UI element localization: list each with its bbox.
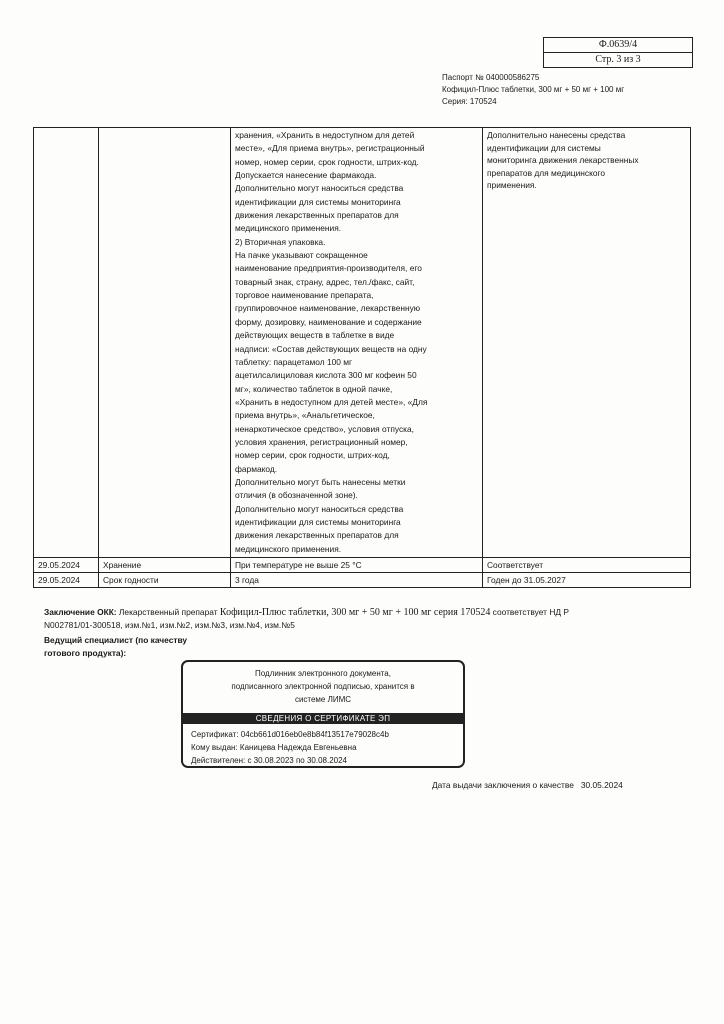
- issue-date-value: 30.05.2024: [580, 780, 623, 790]
- row-date: 29.05.2024: [34, 573, 99, 588]
- description-line: применения.: [487, 180, 537, 191]
- description-line: номер, номер серии, срок годности, штрих-код.: [235, 156, 419, 167]
- description-line: Допускается нанесение фармакода.: [235, 170, 377, 181]
- description-line: препаратов для медицинского: [487, 167, 606, 178]
- row-norm: При температуре не выше 25 °С: [231, 558, 483, 573]
- description-line: таблетку: парацетамол 100 мг: [235, 356, 353, 367]
- table-row: [34, 558, 691, 573]
- stamp-line2: подписанного электронной подписью, хранится в: [231, 682, 415, 691]
- indicator-cell-empty: [99, 128, 231, 558]
- result-description-cell: [483, 128, 691, 558]
- description-line: надписи: «Состав действующих веществ на одну: [235, 343, 427, 354]
- stamp-issued-to: Кому выдан: Каницева Надежда Евгеньевна: [191, 743, 357, 752]
- description-line: хранения, «Хранить в недоступном для детей: [235, 130, 415, 140]
- stamp-info: [183, 724, 463, 767]
- conclusion-text-b: соответствует НД Р: [492, 607, 569, 617]
- quality-table: [33, 127, 691, 588]
- description-line: движения лекарственных препаратов для: [235, 530, 399, 541]
- conclusion-product: Кофицил-Плюс таблетки, 300 мг + 50 мг + 100 мг серия 170524: [219, 607, 491, 618]
- row-result: Годен до 31.05.2027: [483, 573, 691, 588]
- conclusion: [44, 606, 634, 632]
- form-code-box: [543, 37, 693, 68]
- description-line: Дополнительно могут наноситься средства: [235, 183, 404, 194]
- row-date: 29.05.2024: [34, 558, 99, 573]
- description-line: отличия (в обозначенной зоне).: [235, 490, 358, 501]
- stamp-header: СВЕДЕНИЯ О СЕРТИФИКАТЕ ЭП: [183, 713, 463, 724]
- description-line: наименование предприятия-производителя, его: [235, 263, 422, 274]
- description-line: идентификации для системы мониторинга: [235, 516, 401, 527]
- description-line: медицинского применения.: [235, 223, 342, 234]
- description-line: ненаркотическое средство», условия отпуска,: [235, 423, 414, 434]
- product-name: Кофицил-Плюс таблетки, 300 мг + 50 мг + 100 мг: [442, 85, 625, 94]
- stamp-notice: [183, 662, 463, 713]
- description-line: форму, дозировку, наименование и содержание: [235, 316, 422, 327]
- description-line: торговое наименование препарата,: [235, 290, 374, 301]
- description-line: идентификации для системы: [487, 142, 601, 153]
- page-number: Стр. 3 из 3: [544, 52, 692, 67]
- stamp-valid: Действителен: с 30.08.2023 по 30.08.2024: [191, 756, 347, 765]
- description-line: мг», количество таблеток в одной пачке,: [235, 383, 393, 394]
- issue-date: [432, 779, 623, 791]
- description-line: На пачке указывают сокращенное: [235, 250, 368, 261]
- electronic-signature-stamp: [181, 660, 465, 768]
- stamp-line3: системе ЛИМС: [294, 695, 352, 704]
- form-code: Ф.0639/4: [598, 39, 638, 50]
- series: Серия: 170524: [442, 97, 497, 106]
- description-line: номер серии, срок годности, штрих-код,: [235, 450, 390, 461]
- stamp-certificate: Сертификат: 04cb661d016eb0e8b84f13517e79028c4b: [191, 730, 389, 739]
- description-line: Дополнительно могут быть нанесены метки: [235, 476, 406, 487]
- conclusion-label: Заключение ОКК:: [44, 607, 117, 617]
- description-line: товарный знак, страну, адрес, тел./факс, сайт,: [235, 276, 415, 287]
- passport-header: [442, 72, 624, 108]
- specialist-line2: готового продукта):: [44, 648, 127, 658]
- description-line: мониторинга движения лекарственных: [487, 155, 639, 166]
- description-line: «Хранить в недоступном для детей месте», «Для: [235, 396, 428, 407]
- date-cell-empty: [34, 128, 99, 558]
- row-result: Соответствует: [483, 558, 691, 573]
- description-line: группировочное наименование, лекарственную: [235, 303, 421, 314]
- description-line: действующих веществ в таблетке в виде: [235, 330, 395, 341]
- description-line: ацетилсалициловая кислота 300 мг кофеин 50: [235, 370, 417, 381]
- description-line: месте», «Для приема внутрь», регистрационный: [235, 143, 425, 154]
- table-row: [34, 573, 691, 588]
- description-line: 2) Вторичная упаковка.: [235, 236, 326, 247]
- passport-number: Паспорт № 040000586275: [442, 73, 540, 82]
- table-row-continuation: [34, 128, 691, 558]
- description-line: движения лекарственных препаратов для: [235, 210, 399, 221]
- row-indicator: Хранение: [99, 558, 231, 573]
- description-line: Дополнительно могут наноситься средства: [235, 503, 404, 514]
- norm-description-cell: [231, 128, 483, 558]
- description-line: Дополнительно нанесены средства: [487, 130, 626, 140]
- conclusion-document-ref: N002781/01-300518, изм.№1, изм.№2, изм.№3, изм.№4, изм.№5: [44, 620, 295, 630]
- description-line: приема внутрь», «Анальгетическое,: [235, 410, 375, 421]
- row-norm: 3 года: [231, 573, 483, 588]
- description-line: медицинского применения.: [235, 543, 342, 554]
- description-line: условия хранения, регистрационный номер,: [235, 436, 408, 447]
- description-line: идентификации для системы мониторинга: [235, 196, 401, 207]
- issue-date-label: Дата выдачи заключения о качестве: [432, 780, 574, 790]
- specialist-line1: Ведущий специалист (по качеству: [44, 635, 188, 645]
- description-line: фармакод.: [235, 463, 278, 474]
- row-indicator: Срок годности: [99, 573, 231, 588]
- specialist-label: [44, 634, 187, 660]
- stamp-line1: Подлинник электронного документа,: [255, 669, 391, 678]
- conclusion-text-a: Лекарственный препарат: [118, 607, 218, 617]
